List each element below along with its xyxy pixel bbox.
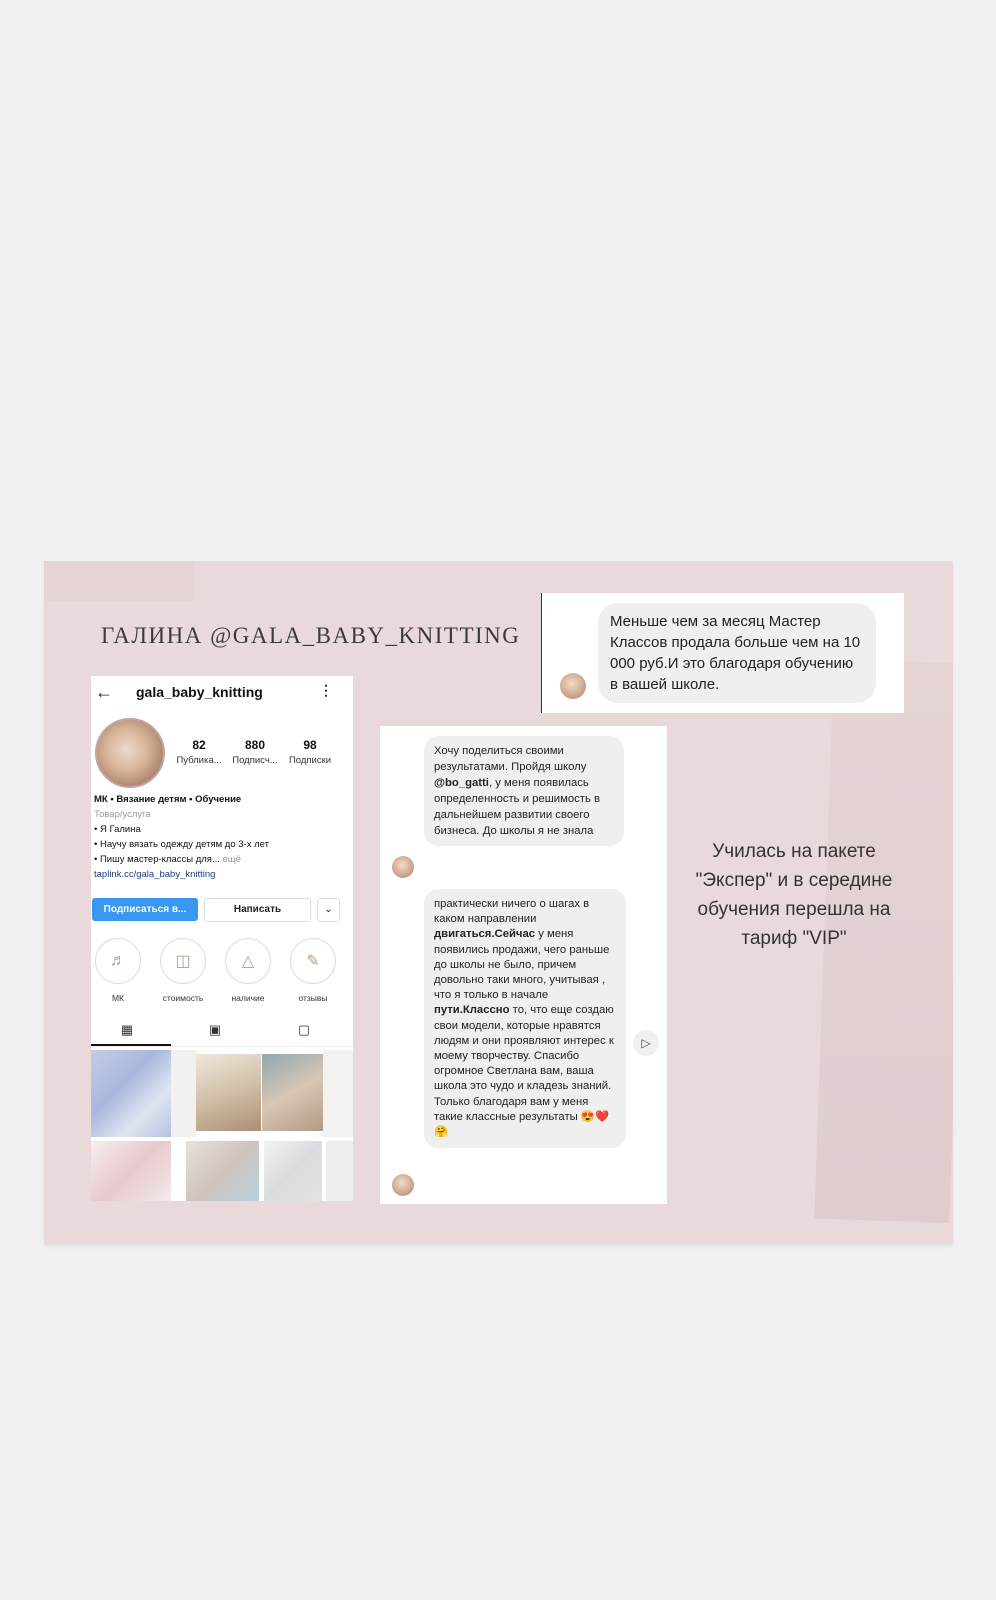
profile-bio <box>94 792 349 882</box>
post-thumbnail[interactable] <box>323 1050 353 1137</box>
tagged-icon[interactable]: ▢ <box>297 1022 311 1037</box>
avatar <box>392 1174 414 1196</box>
message-text: практически ничего о шагах в каком направлении <box>434 898 590 926</box>
grid-icon[interactable]: ▦ <box>120 1022 134 1037</box>
post-thumbnail[interactable] <box>186 1141 259 1201</box>
stat-label: Подписч... <box>232 755 278 766</box>
chevron-down-icon[interactable]: ⌄ <box>317 898 340 922</box>
highlight-label: отзывы <box>298 993 328 1003</box>
message-bubble <box>424 889 626 1148</box>
dm-screenshot-top <box>541 593 904 713</box>
avatar <box>560 673 586 699</box>
stat-followers[interactable] <box>226 738 284 766</box>
bio-link[interactable]: taplink.cc/gala_baby_knitting <box>94 869 216 880</box>
testimonial-slide <box>44 561 953 1244</box>
message-text: Хочу поделиться своими результатами. <box>434 745 564 773</box>
subscribe-button[interactable]: Подписаться в... <box>92 898 198 921</box>
highlight-label: МК <box>111 993 125 1003</box>
message-text-bold: двигаться.Сейчас <box>434 928 536 941</box>
mention-link[interactable]: @bo_gatti <box>434 777 489 789</box>
emoji-reaction: 😍❤️🤗 <box>434 1110 610 1139</box>
bio-headline: МК • Вязание детям • Обучение <box>94 794 242 805</box>
bio-line: • Научу вязать одежду детям до 3-х лет <box>94 839 269 850</box>
hanger-icon: △ <box>225 938 271 984</box>
post-thumbnail[interactable] <box>264 1141 322 1201</box>
message-text: то, что еще создаю свои модели, которые нравятся людям и они проявляют интерес к моему творчеству. <box>434 1004 614 1063</box>
back-arrow-icon[interactable]: ← <box>95 682 113 702</box>
reels-icon[interactable]: ▣ <box>208 1022 222 1037</box>
highlight-price[interactable] <box>153 938 213 1003</box>
message-button[interactable]: Написать <box>204 898 311 922</box>
message-text: Только благодаря вам у меня такие классные результаты <box>434 1095 589 1123</box>
post-thumbnail[interactable] <box>262 1054 323 1131</box>
stat-value: 98 <box>303 738 317 752</box>
post-thumbnail[interactable] <box>326 1141 353 1201</box>
pencil-icon: ✎ <box>290 938 336 984</box>
stat-following[interactable] <box>281 738 339 766</box>
instagram-profile-screenshot <box>91 676 353 1201</box>
message-text-bold: пути.Классно <box>434 1004 510 1017</box>
active-tab-indicator <box>91 1044 171 1046</box>
message-bubble <box>424 736 624 846</box>
message-text: Пройдя школу <box>511 761 587 773</box>
post-thumbnail[interactable] <box>171 1050 196 1137</box>
message-text: , у меня появилась определенность и решимость в дальнейшем развитии своего бизнеса. <box>434 777 600 837</box>
onesie-icon: ♬ <box>95 938 141 984</box>
stat-value: 880 <box>244 738 266 752</box>
bio-line <box>94 852 349 867</box>
highlight-reviews[interactable] <box>283 938 343 1003</box>
message-bubble: Меньше чем за месяц Мастер Классов продала больше чем на 10 000 руб.И это благодаря обучению в вашей школе. <box>598 603 876 703</box>
message-text: До школы я не знала <box>482 825 594 837</box>
post-thumbnail[interactable] <box>91 1050 171 1137</box>
avatar[interactable] <box>95 718 165 788</box>
decorative-stroke <box>44 561 194 601</box>
post-thumbnail[interactable] <box>196 1054 261 1131</box>
share-icon[interactable]: ▷ <box>633 1030 659 1056</box>
slide-title: ГАЛИНА @GALA_BABY_KNITTING <box>101 623 521 648</box>
wallet-icon: ◫ <box>160 938 206 984</box>
stat-posts[interactable] <box>170 738 228 766</box>
bio-more-link[interactable]: ещё <box>222 854 241 865</box>
stat-label: Подписки <box>288 755 332 766</box>
message-text: у меня появились продажи, чего раньше до школы не было, причем довольно таки много, учитывая , что я только в начале <box>434 928 610 1002</box>
highlight-label: стоимость <box>162 993 204 1003</box>
more-options-icon[interactable]: ⋮ <box>319 682 333 698</box>
stat-value: 82 <box>192 738 206 752</box>
profile-tabs <box>91 1016 353 1047</box>
bio-category: Товар/услуга <box>94 809 151 820</box>
bio-line-text: • Пишу мастер-классы для... <box>94 854 220 865</box>
stat-label: Публика... <box>176 755 222 766</box>
dm-screenshot-main <box>380 726 667 1204</box>
bio-line: • Я Галина <box>94 824 141 835</box>
profile-header <box>91 676 353 708</box>
message-text: Спасибо огромное Светлана вам, ваша школа это чудо и кладезь знаний. <box>434 1050 612 1093</box>
profile-username: gala_baby_knitting <box>136 684 263 700</box>
slide-caption: Училась на пакете "Экспер" и в середине обучения перешла на тариф "VIP" <box>695 841 893 949</box>
highlight-mk[interactable] <box>91 938 148 1003</box>
highlight-availability[interactable] <box>218 938 278 1003</box>
avatar <box>392 856 414 878</box>
highlight-label: наличие <box>231 993 265 1003</box>
post-thumbnail[interactable] <box>91 1141 171 1201</box>
